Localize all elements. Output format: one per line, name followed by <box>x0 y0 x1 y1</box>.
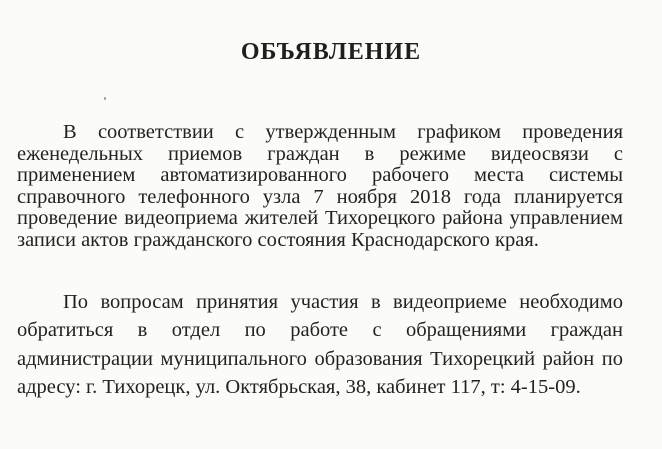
paragraph-contact-info: По вопросам принятия участия в видеоприеме необходимо обратиться в отдел по работе с обращениями граждан администрации муниципального образования Тихорецкий район по адресу: г. Тихорецк, ул. Октябрьская, 38, кабинет 117, т: 4-15-09. <box>17 291 623 399</box>
document-title: ОБЪЯВЛЕНИЕ <box>240 39 422 65</box>
paragraph-announcement: В соответствии с утвержденным графиком проведения еженедельных приемов граждан в режиме видеосвязи с применением автоматизированного рабочего места системы справочного телефонного узла 7 ноября 2018 года планируется проведение видеоприема жителей Тихорецкого района управлением записи актов гражданского состояния Краснодарского края. <box>17 121 623 251</box>
scan-speck <box>104 97 106 100</box>
